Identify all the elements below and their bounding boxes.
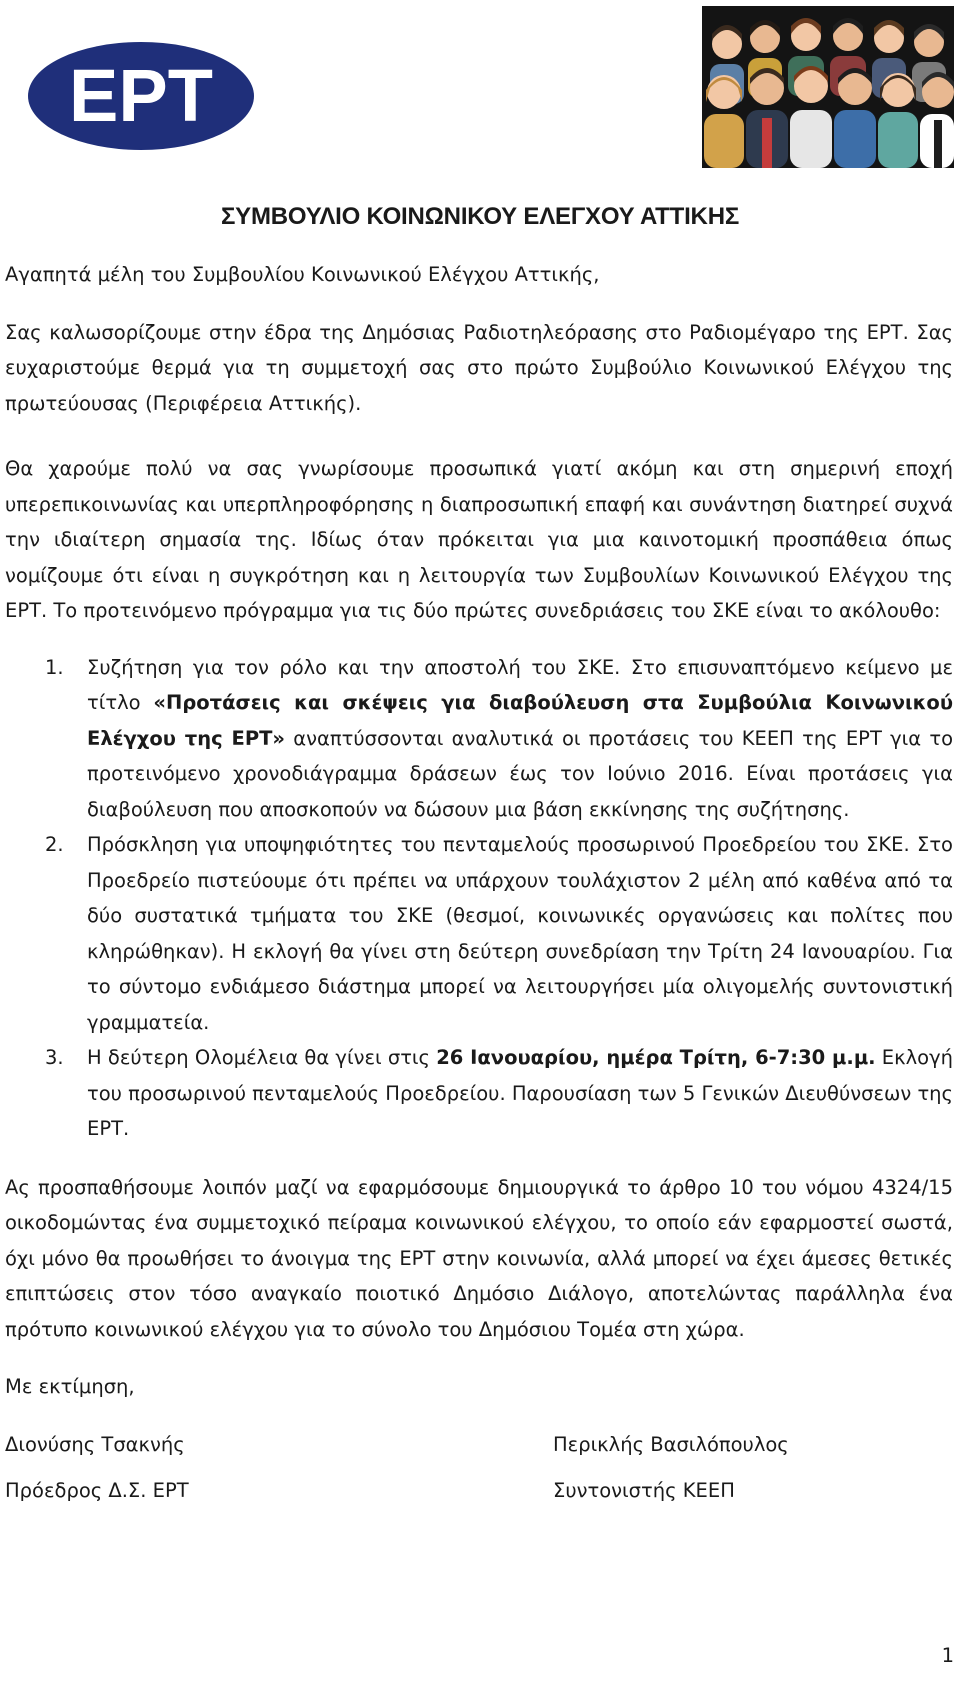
agenda-item-number: 2.	[45, 833, 64, 856]
agenda-item	[5, 650, 953, 828]
people-group-image	[702, 6, 954, 168]
agenda-item-text-continued: αναπτύσσονται αναλυτικά οι προτάσεις του ΚΕΕΠ της ΕΡΤ για το προτεινόμενο χρονοδιάγραμμα δράσεων έως τον Ιούνιο 2016. Είναι προτάσεις για διαβούλευση που αποσκοπούν να δώσουν μια βάση εκκίνησης της συζήτησης.	[87, 726, 954, 821]
greeting: Αγαπητά μέλη του Συμβουλίου Κοινωνικού Ελέγχου Αττικής,	[5, 263, 600, 286]
signatory-right-role: Συντονιστής ΚΕΕΠ	[553, 1479, 735, 1502]
agenda-item	[5, 827, 953, 1040]
paragraph-welcome: Σας καλωσορίζουμε στην έδρα της Δημόσιας Ραδιοτηλεόρασης στο Ραδιομέγαρο της ΕΡΤ. Σας ευχαριστούμε θερμά για τη συμμετοχή σας στο πρώτο Συμβούλιο Κοινωνικού Ελέγχου της πρωτεύουσας (Περιφέρεια Αττικής).	[5, 320, 953, 415]
agenda-item	[5, 1040, 953, 1147]
signatory-left-name: Διονύσης Τσακνής	[5, 1432, 185, 1456]
letter-body	[5, 257, 953, 1509]
page-number: 1	[941, 1644, 954, 1667]
agenda-item-text: Πρόσκληση για υποψηφιότητες του πενταμελούς προσωρινού Προεδρείου του ΣΚΕ. Στο Προεδρείο πιστεύουμε ότι πρέπει να υπάρχουν τουλάχιστον 2 μέλη από καθένα από τα δύο συστατικά τμήματα του ΣΚΕ (θεσμοί, κοινωνικές οργανώσεις και πολίτες που κληρώθηκαν). Η εκλογή θα γίνει στη δεύτερη συνεδρίαση την Τρίτη 24 Ιανουαρίου. Για το σύντομο ενδιάμεσο διάστημα μπορεί να λειτουργήσει μία ολιγομελής συντονιστική γραμματεία.	[87, 833, 953, 1034]
agenda-item-text-continued: Εκλογή του προσωρινού πενταμελούς Προεδρείου. Παρουσίαση των 5 Γενικών Διευθύνσεων της ΕΡΤ.	[87, 1046, 953, 1140]
closing-salutation: Με εκτίμηση,	[5, 1375, 135, 1398]
document-title: ΣΥΜΒΟΥΛΙΟ ΚΟΙΝΩΝΙΚΟΥ ΕΛΕΓΧΟΥ ΑΤΤΙΚΗΣ	[220, 203, 740, 230]
ert-logo-text: EPT	[69, 54, 213, 137]
agenda-item-number: 1.	[45, 655, 64, 679]
agenda-item-bold-text: 26 Ιανουαρίου, ημέρα Τρίτη, 6-7:30 μ.μ.	[436, 1046, 876, 1069]
agenda-list	[5, 650, 953, 1147]
signatory-left-role: Πρόεδρος Δ.Σ. ΕΡΤ	[5, 1479, 189, 1502]
paragraph-conclusion: Ας προσπαθήσουμε λοιπόν μαζί να εφαρμόσουμε δημιουργικά το άρθρο 10 του νόμου 4324/15 οικοδομώντας ένα συμμετοχικό πείραμα κοινωνικού ελέγχου, το οποίο εάν εφαρμοστεί σωστά, όχι μόνο θα προωθήσει το άνοιγμα της ΕΡΤ στην κοινωνία, αλλά μπορεί να έχει άμεσες θετικές επιπτώσεις στον τόσο αναγκαίο ποιοτικό Δημόσιο Διάλογο, αποτελώντας παράλληλα ένα πρότυπο κοινωνικού ελέγχου για το σύνολο του Δημόσιου Τομέα στη χώρα.	[5, 1175, 953, 1341]
agenda-item-number: 3.	[45, 1046, 64, 1069]
agenda-item-bold-text: «Προτάσεις και σκέψεις για διαβούλευση στα Συμβούλια Κοινωνικού Ελέγχου της ΕΡΤ»	[87, 691, 953, 750]
paragraph-introduction: Θα χαρούμε πολύ να σας γνωρίσουμε προσωπικά γιατί ακόμη και στη σημερινή εποχή υπερεπικοινωνίας και υπερπληροφόρησης η διαπροσωπική επαφή και συνάντηση διατηρεί συχνά την ιδιαίτερη σημασία της. Ιδίως όταν πρόκειται για μια καινοτομική προσπάθεια όπως νομίζουμε ότι είναι η συγκρότηση και η λειτουργία των Συμβουλίων Κοινωνικού Ελέγχου της ΕΡΤ. Το προτεινόμενο πρόγραμμα για τις δύο πρώτες συνεδριάσεις του ΣΚΕ είναι το ακόλουθο:	[5, 457, 953, 622]
signature-names-row	[5, 1427, 953, 1463]
agenda-item-text: Η δεύτερη Ολομέλεια θα γίνει στις	[87, 1046, 437, 1069]
signature-roles-row	[5, 1473, 953, 1509]
ert-logo	[28, 42, 254, 150]
agenda-item-text: Συζήτηση για τον ρόλο και την αποστολή του ΣΚΕ. Στο επισυναπτόμενο κείμενο με τίτλο	[87, 655, 953, 714]
signatory-right-name: Περικλής Βασιλόπουλος	[553, 1432, 789, 1456]
